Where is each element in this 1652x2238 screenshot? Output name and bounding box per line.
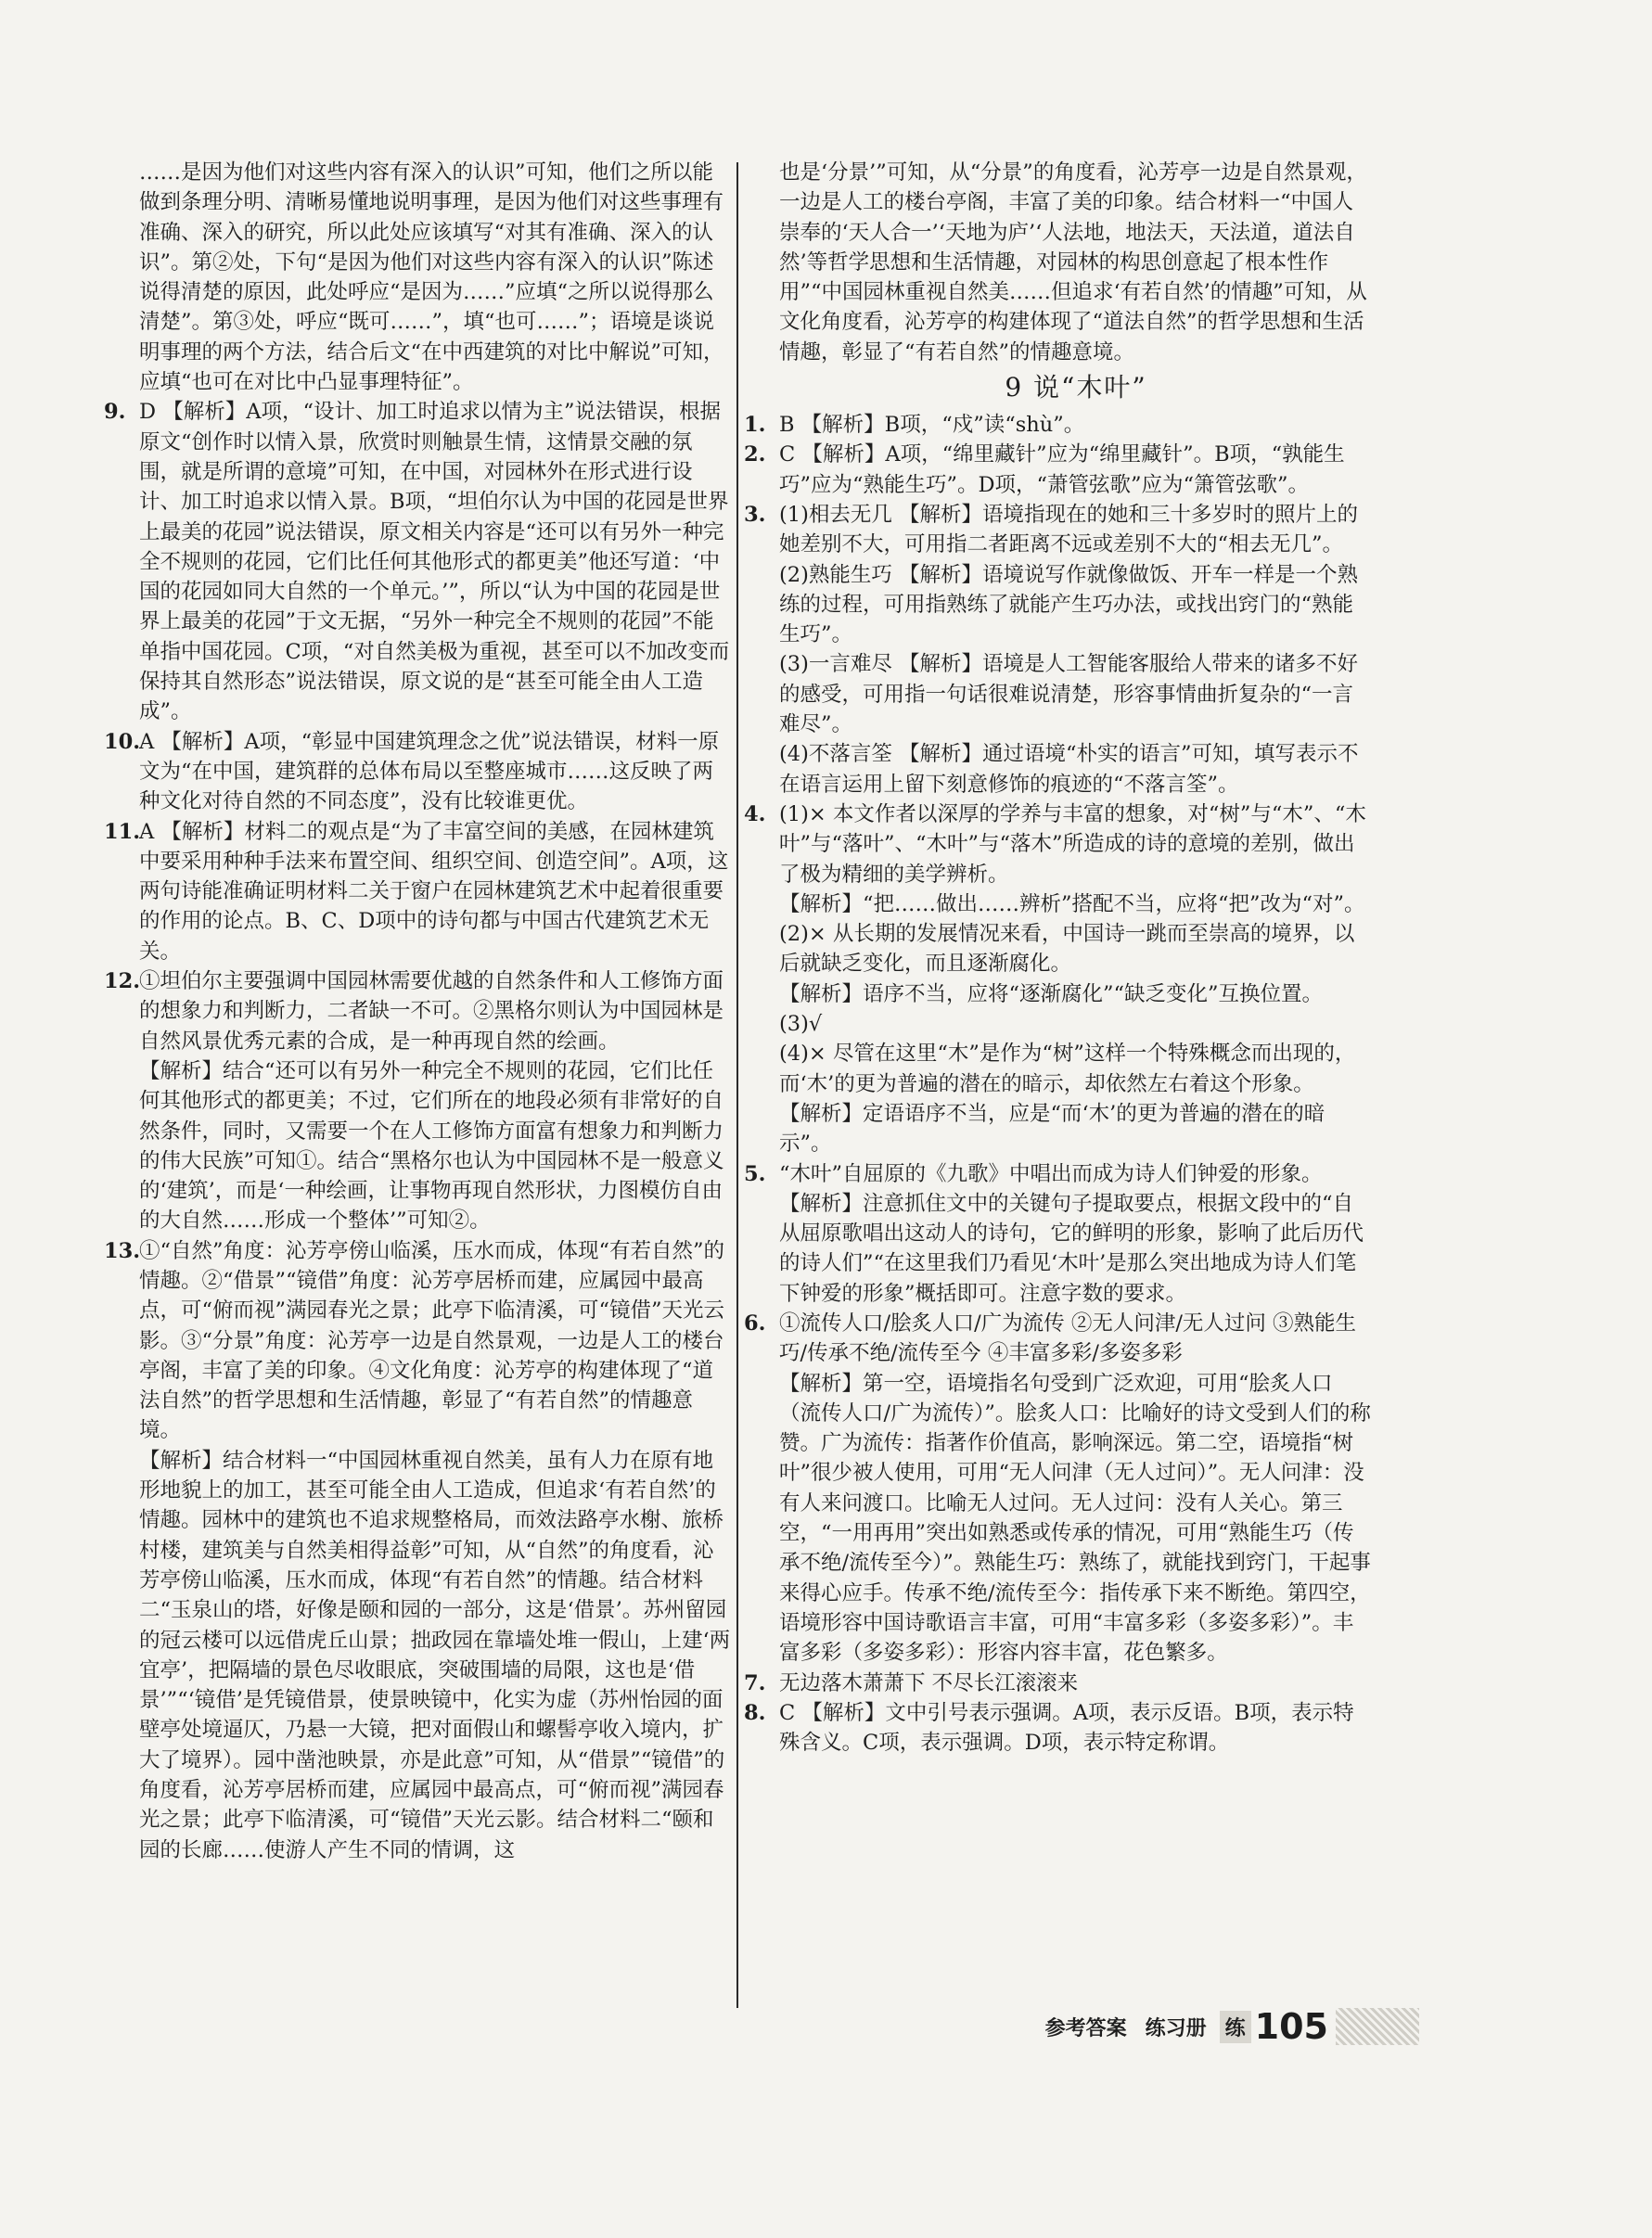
answers-label: 参考答案 [1044, 2016, 1127, 2040]
item-text: ①流传人口/脍炙人口/广为流传 ②无人问津/无人过问 ③熟能生巧/传承不绝/流传至今 ④丰富多彩/多姿多彩 [779, 1311, 1357, 1366]
right-column [744, 158, 1373, 1758]
item-number: 1. [744, 413, 766, 438]
answer-item-9 [104, 397, 733, 726]
intro-paragraph: ……是因为他们对这些内容有深入的认识”可知，他们之所以能做到条理分明、清晰易懂地说明事理，是因为他们对这些事理有准确、深入的研究，所以此处应该填写“对其有准确、深入的认识”。第②处，下句“是因为他们对这些内容有深入的认识”陈述说得清楚的原因，此处呼应“是因为……”应填“之所以说得那么清楚”。第③处，呼应“既可……”，填“也可……”；语境是谈说明事理的两个方法，结合后文“在中西建筑的对比中解说”可知，应填“也可在对比中凸显事理特征”。 [139, 160, 724, 395]
page-footer [770, 2003, 1419, 2050]
item-analysis: 【解析】结合材料一“中国园林重视自然美，虽有人力在原有地形地貌上的加工，甚至可能全由人工造成，但追求‘有若自然’的情趣。园林中的建筑也不追求规整格局，而效法路亭水榭、旅桥村楼，建筑美与自然美相得益彰”可知，从“自然”的角度看，沁芳亭傍山临溪，压水而成，体现“有若自然”的情趣。结合材料二“玉泉山的塔，好像是颐和园的一部分，这是‘借景’。苏州留园的冠云楼可以远借虎丘山景；拙政园在靠墙处堆一假山，上建‘两宜亭’，把隔墙的景色尽收眼底，突破围墙的局限，这也是‘借景’”“‘镜借’是凭镜借景，使景映镜中，化实为虚（苏州怡园的面壁亭处境逼仄，乃悬一大镜，把对面假山和螺髻亭收入境内，扩大了境界）。园中凿池映景，亦是此意”可知，从“借景”“镜借”的角度看，沁芳亭居桥而建，应属园中最高点，可“俯而视”满园春光之景；此亭下临清溪，可“镜借”天光云影。结合材料二“颐和园的长廊……使游人产生不同的情调，这 [139, 1448, 731, 1862]
item-number: 8. [744, 1700, 766, 1725]
item-sub: (4)不落言筌 【解析】通过语境“朴实的语言”可知，填写表示不在语言运用上留下刻意修饰的痕迹的“不落言筌”。 [779, 742, 1359, 797]
item-sub: (2)× 从长期的发展情况来看，中国诗一跳而至崇高的境界，以后就缺乏变化，而且逐渐腐化。 [779, 922, 1355, 977]
item-text: C 【解析】A项，“绵里藏针”应为“绵里藏针”。B项，“孰能生巧”应为“熟能生巧”。D项，“萧管弦歌”应为“箫管弦歌”。 [779, 442, 1345, 497]
item-sub: 【解析】第一空，语境指名句受到广泛欢迎，可用“脍炙人口（流传人口/广为流传）”。脍炙人口：比喻好的诗文受到人们的称赞。广为流传：指著作价值高，影响深远。第二空，语境指“树叶”很少被人使用，可用“无人问津（无人过问）”。无人问津：没有人来问渡口。比喻无人过问。无人过问：没有人关心。第三空，“一用再用”突出如熟悉或传承的情况，可用“熟能生巧（传承不绝/流传至今）”。熟能生巧：熟练了，就能找到窍门，干起事来得心应手。传承不绝/流传至今：指传承下来不断绝。第四空，语境形容中国诗歌语言丰富，可用“丰富多彩（多姿多彩）”。丰富多彩（多姿多彩）：形容内容丰富，花色繁多。 [779, 1371, 1371, 1666]
item-text: (1)× 本文作者以深厚的学养与丰富的想象，对“树”与“木”、“木叶”与“落叶”、“木叶”与“落木”所造成的诗的意境的差别，做出了极为精细的美学辨析。 [779, 801, 1366, 887]
item-sub: (3)√ [779, 1012, 823, 1037]
item-sub: 【解析】定语语序不当，应是“而‘木’的更为普遍的潜在的暗示”。 [779, 1101, 1325, 1157]
item-number: 7. [744, 1670, 766, 1695]
decorative-pattern [1336, 2008, 1419, 2045]
item-text: “木叶”自屈原的《九歌》中唱出而成为诗人们钟爱的形象。 [779, 1161, 1323, 1186]
answer-item-3 [744, 500, 1373, 799]
left-column [104, 158, 733, 1865]
section-title: 9 说“木叶” [1005, 372, 1147, 403]
item-sub: 【解析】语序不当，应将“逐渐腐化”“缺乏变化”互换位置。 [779, 981, 1324, 1006]
item-text: 无边落木萧萧下 不尽长江滚滚来 [779, 1670, 1079, 1695]
answer-item-4 [744, 799, 1373, 1159]
item-text: A 【解析】材料二的观点是“为了丰富空间的美感，在园林建筑中要采用种种手法来布置空间、组织空间、创造空间”。A项，这两句诗能准确证明材料二关于窗户在园林建筑艺术中起着很重要的作用的论点。B、C、D项中的诗句都与中国古代建筑艺术无关。 [139, 819, 729, 964]
item-text: ①“自然”角度：沁芳亭傍山临溪，压水而成，体现“有若自然”的情趣。②“借景”“镜借”角度：沁芳亭居桥而建，应属园中最高点，可“俯而视”满园春光之景；此亭下临清溪，可“镜借”天光云影。③“分景”角度：沁芳亭一边是自然景观，一边是人工的楼台亭阁，丰富了美的印象。④文化角度：沁芳亭的构建体现了“道法自然”的哲学思想和生活情趣，彰显了“有若自然”的情趣意境。 [139, 1238, 725, 1443]
item-sub: 【解析】注意抓住文中的关键句子提取要点，根据文段中的“自从屈原歌唱出这动人的诗句，它的鲜明的形象，影响了此后历代的诗人们”“在这里我们乃看见‘木叶’是那么突出地成为诗人们笔下钟爱的形象”概括即可。注意字数的要求。 [779, 1191, 1364, 1306]
item-text: B 【解析】B项，“戍”读“shù”。 [779, 413, 1085, 438]
item-number: 9. [104, 400, 126, 425]
answer-item-12 [104, 966, 733, 1236]
item-sub: (3)一言难尽 【解析】语境是人工智能客服给人带来的诸多不好的感受，可用指一句话很难说清楚，形容事情曲折复杂的“一言难尽”。 [779, 652, 1359, 737]
item-sub: (2)熟能生巧 【解析】语境说写作就像做饭、开车一样是一个熟练的过程，可用指熟练了就能产生巧办法，或找出窍门的“熟能生巧”。 [779, 562, 1359, 647]
item-number: 12. [104, 969, 141, 994]
item-number: 3. [744, 502, 766, 527]
item-text: D 【解析】A项，“设计、加工时追求以情为主”说法错误，根据原文“创作时以情入景，欣赏时则触景生情，这情景交融的氛围，就是所谓的意境”可知，在中国，对园林外在形式进行设计、加工时追求以情入景。B项，“坦伯尔认为中国的花园是世界上最美的花园”说法错误，原文相关内容是“还可以有另外一种完全不规则的花园，它们比任何其他形式的都更美”他还写道：‘中国的花园如同大自然的一个单元。’”，所以“认为中国的花园是世界上最美的花园”于文无据，“另外一种完全不规则的花园”不能单指中国花园。C项，“对自然美极为重视，甚至可以不加改变而保持其自然形态”说法错误，原文说的是“甚至可能全由人工造成”。 [139, 400, 730, 724]
book-label: 练习册 [1145, 2016, 1207, 2040]
item-sub: 【解析】“把……做出……辨析”搭配不当，应将“把”改为“对”。 [779, 891, 1365, 916]
item-number: 6. [744, 1311, 766, 1336]
answer-item-5 [744, 1159, 1373, 1309]
page-number: 105 [1254, 2006, 1328, 2047]
column-divider [736, 162, 738, 2008]
answer-item-6 [744, 1309, 1373, 1669]
page-content [104, 158, 1382, 2040]
answer-item-13 [104, 1236, 733, 1865]
item-number: 2. [744, 442, 766, 467]
item-number: 10. [104, 729, 141, 754]
item-number: 4. [744, 801, 766, 826]
continuation-paragraph: 也是‘分景’”可知，从“分景”的角度看，沁芳亭一边是自然景观，一边是人工的楼台亭阁，丰富了美的印象。结合材料一“中国人崇奉的‘天人合一’‘天地为庐’‘人法地，地法天，天法道，道法自然’等哲学思想和生活情趣，对园林的构思创意起了根本性作用”“中国园林重视自然美……但追求‘有若自然’的情趣”可知，从文化角度看，沁芳亭的构建体现了“道法自然”的哲学思想和生活情趣，彰显了“有若自然”的情趣意境。 [779, 160, 1367, 364]
item-number: 5. [744, 1161, 766, 1186]
item-number: 13. [104, 1238, 141, 1263]
answer-item-8 [744, 1698, 1373, 1758]
answer-item-10 [104, 727, 733, 817]
item-text: (1)相去无几 【解析】语境指现在的她和三十多岁时的照片上的她差别不大，可用指二者距离不远或差别不大的“相去无几”。 [779, 502, 1359, 557]
answer-item-11 [104, 817, 733, 966]
item-text: C 【解析】文中引号表示强调。A项，表示反语。B项，表示特殊含义。C项，表示强调。D项，表示特定称谓。 [779, 1700, 1354, 1756]
item-analysis: 【解析】结合“还可以有另外一种完全不规则的花园，它们比任何其他形式的都更美；不过，它们所在的地段必须有非常好的自然条件，同时，又需要一个在人工修饰方面富有想象力和判断力的伟大民族”可知①。结合“黑格尔也认为中国园林不是一般意义的‘建筑’，而是‘一种绘画，让事物再现自然形状，力图模仿自由的大自然……形成一个整体’”可知②。 [139, 1058, 724, 1234]
section-tag: 练 [1220, 2011, 1251, 2043]
answer-item-2 [744, 440, 1373, 500]
answer-item-7 [744, 1669, 1373, 1698]
answer-item-1 [744, 410, 1373, 440]
item-sub: (4)× 尽管在这里“木”是作为“树”这样一个特殊概念而出现的，而‘木’的更为普遍的潜在的暗示，却依然左右着这个形象。 [779, 1042, 1356, 1096]
item-text: ①坦伯尔主要强调中国园林需要优越的自然条件和人工修饰方面的想象力和判断力，二者缺一不可。②黑格尔则认为中国园林是自然风景优秀元素的合成，是一种再现自然的绘画。 [139, 969, 724, 1054]
item-text: A 【解析】A项，“彰显中国建筑理念之优”说法错误，材料一原文为“在中国，建筑群的总体布局以至整座城市……这反映了两种文化对待自然的不同态度”，没有比较谁更优。 [139, 729, 720, 814]
item-number: 11. [104, 819, 141, 844]
